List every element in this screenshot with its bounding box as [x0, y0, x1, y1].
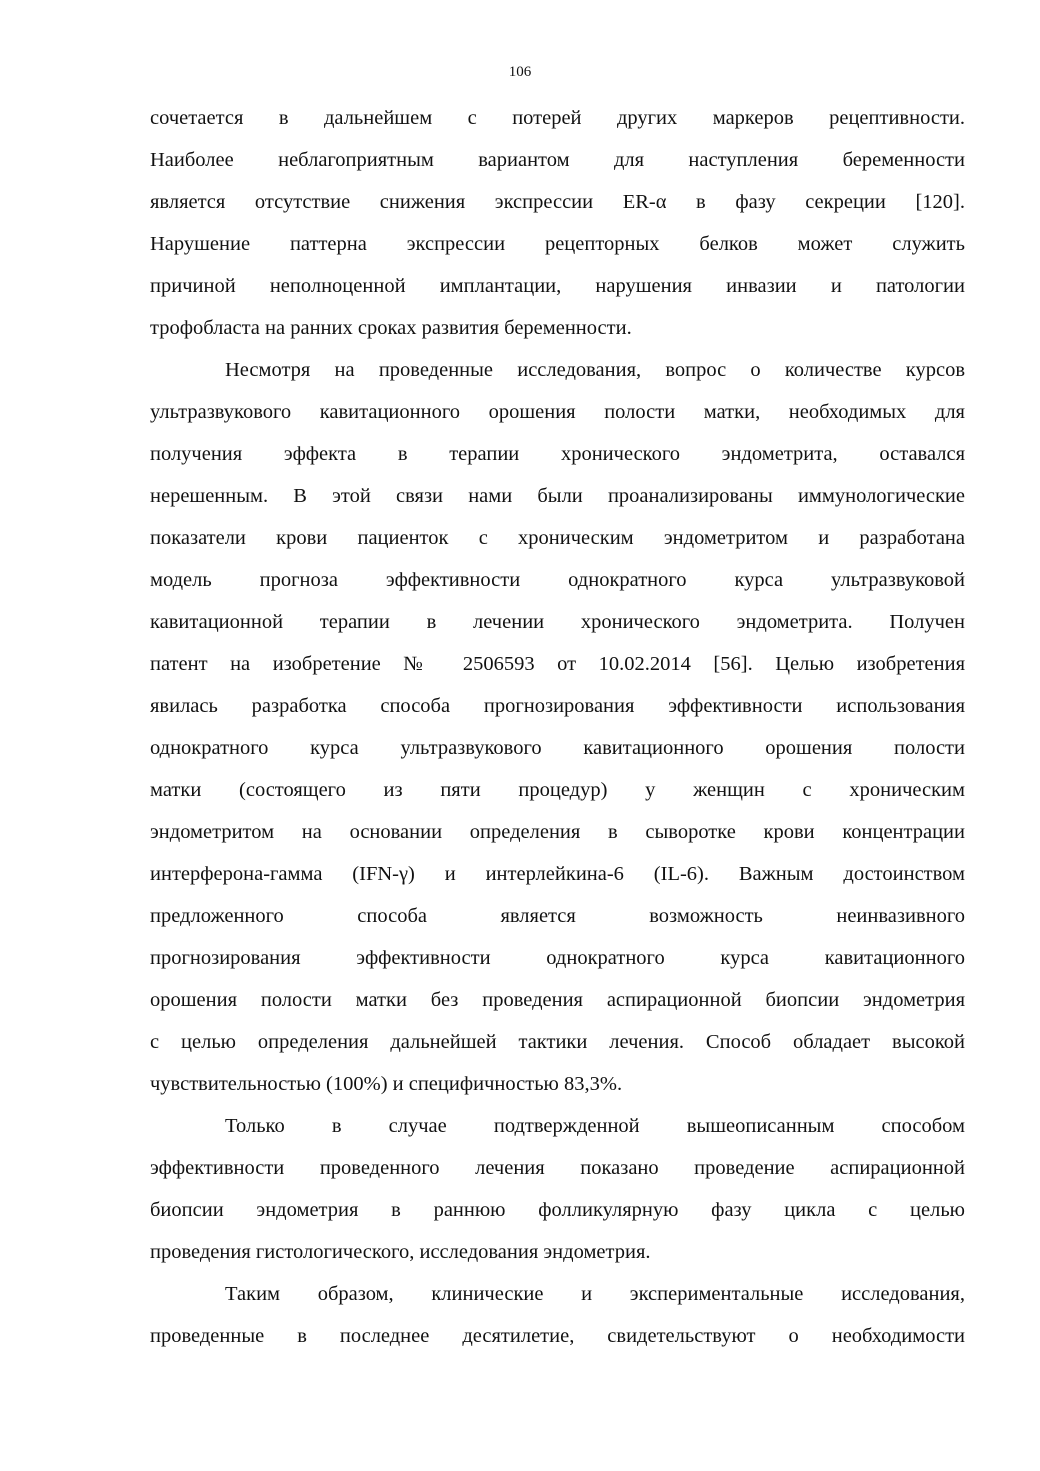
text-line: биопсии эндометрия в раннюю фолликулярную фазу цикла с целью [150, 1199, 965, 1221]
text-line: с целью определения дальнейшей тактики лечения. Способ обладает высокой [150, 1031, 965, 1053]
text-line: кавитационной терапии в лечении хронического эндометрита. Получен [150, 611, 965, 633]
paragraph [150, 1273, 965, 1357]
text-line: ультразвукового кавитационного орошения полости матки, необходимых для [150, 401, 965, 423]
text-line: сочетается в дальнейшем с потерей других маркеров рецептивности. [150, 107, 965, 129]
text-line: интерферона-гамма (IFN-γ) и интерлейкина-6 (IL-6). Важным достоинством [150, 863, 965, 885]
text-line: проведения гистологического, исследования эндометрия. [150, 1241, 651, 1263]
text-line: показатели крови пациенток с хроническим эндометритом и разработана [150, 527, 965, 549]
text-line: получения эффекта в терапии хронического эндометрита, оставался [150, 443, 965, 465]
text-line: Нарушение паттерна экспрессии рецепторных белков может служить [150, 233, 965, 255]
paragraph [150, 1105, 965, 1273]
text-line: нерешенным. В этой связи нами были проанализированы иммунологические [150, 485, 965, 507]
paragraph [150, 97, 965, 349]
text-line: причиной неполноценной имплантации, нарушения инвазии и патологии [150, 275, 965, 297]
text-line: проведенные в последнее десятилетие, свидетельствуют о необходимости [150, 1325, 965, 1347]
text-line: матки (состоящего из пяти процедур) у женщин с хроническим [150, 779, 965, 801]
body-text [150, 97, 965, 1357]
text-line: эндометритом на основании определения в сыворотке крови концентрации [150, 821, 965, 843]
text-line: Наиболее неблагоприятным вариантом для наступления беременности [150, 149, 965, 171]
text-line: патент на изобретение № 2506593 от 10.02.2014 [56]. Целью изобретения [150, 653, 965, 675]
text-line: Только в случае подтвержденной вышеописанным способом [225, 1115, 965, 1137]
text-line: однократного курса ультразвукового кавитационного орошения полости [150, 737, 965, 759]
text-line: орошения полости матки без проведения аспирационной биопсии эндометрия [150, 989, 965, 1011]
text-line: предложенного способа является возможность неинвазивного [150, 905, 965, 927]
text-line: прогнозирования эффективности однократного курса кавитационного [150, 947, 965, 969]
text-line: модель прогноза эффективности однократного курса ультразвуковой [150, 569, 965, 591]
text-line: является отсутствие снижения экспрессии ER-α в фазу секреции [120]. [150, 191, 965, 213]
text-line: Несмотря на проведенные исследования, вопрос о количестве курсов [225, 359, 965, 381]
text-line: чувствительностью (100%) и специфичностью 83,3%. [150, 1073, 623, 1095]
text-line: явилась разработка способа прогнозирования эффективности использования [150, 695, 965, 717]
page-number: 106 [508, 64, 532, 80]
paragraph [150, 349, 965, 1105]
text-line: эффективности проведенного лечения показано проведение аспирационной [150, 1157, 965, 1179]
text-line: трофобласта на ранних сроках развития беременности. [150, 317, 632, 339]
text-line: Таким образом, клинические и экспериментальные исследования, [225, 1283, 965, 1305]
